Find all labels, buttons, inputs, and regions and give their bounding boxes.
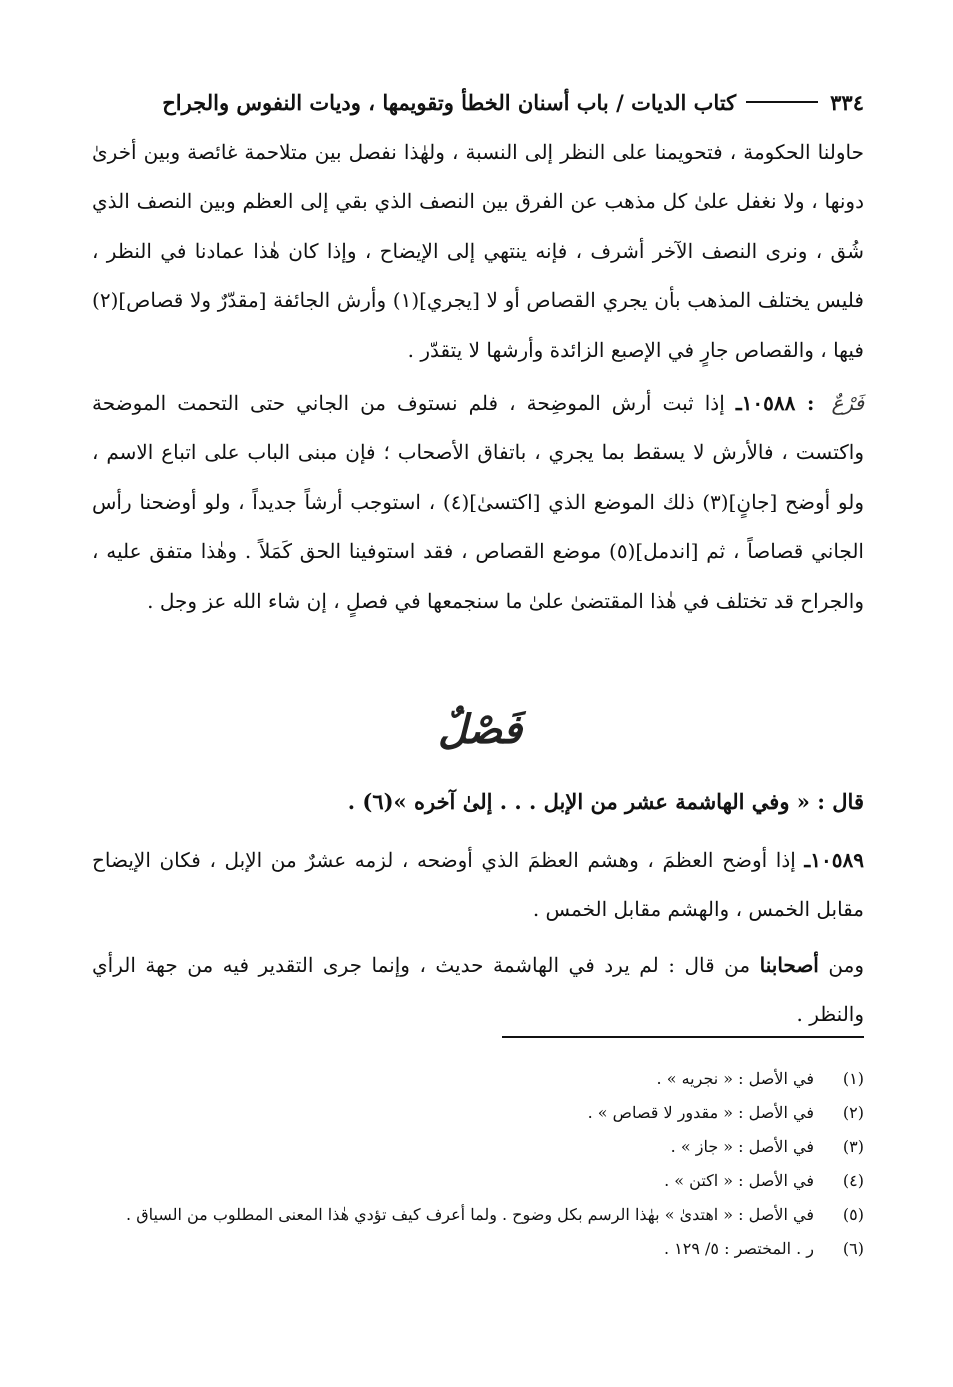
footnote-number: (١) <box>842 1069 864 1088</box>
footnote-number: (٤) <box>842 1171 864 1190</box>
paragraph-2-number: : ١٠٥٨٨ـ <box>735 391 815 416</box>
section-heading: فَصْلٌ <box>437 706 523 753</box>
running-header <box>92 84 864 120</box>
footnote-number: (٦) <box>842 1239 864 1258</box>
footnote-number: (٢) <box>842 1103 864 1122</box>
footnote-text: في الأصل : « جاز » . <box>670 1137 814 1156</box>
paragraph-4-lead: ومن <box>828 952 864 977</box>
paragraph-4 <box>92 941 864 1040</box>
paragraph-1: حاولنا الحكومة ، فتحويمنا على النظر إلى النسبة ، ولهٰذا نفصل بين متلاحمة غائصة وبين أخرىٰ دونها ، ولا نغفل علىٰ كل مذهب عن الفرق بين النصف الذي بقي إلى العظم وبين النصف الذي شُق ، ونرى النصف الآخر أشرف ، فإنه ينتهي إلى الإيضاح ، وإذا كان هٰذا عمادنا في النظر ، فليس يختلف المذهب بأن يجري القصاص أو لا [يجري](١) وأرش الجائفة [مقدّرٌ ولا قصاص](٢) فيها ، والقصاص جارٍ في الإصبع الزائدة وأرشها لا يتقدّر . <box>92 140 864 362</box>
running-title: كتاب الديات / باب أسنان الخطأ وتقويمها ، وديات النفوس والجراح <box>162 89 737 115</box>
furu-label: فَرْعٌ <box>831 391 864 416</box>
main-text <box>92 128 864 626</box>
footnote <box>92 1096 864 1130</box>
footnote-number: (٥) <box>842 1205 864 1224</box>
quoted-line: قال : « وفي الهاشمة عشر من الإبل . . . إلىٰ آخره »(٦) . <box>347 789 864 814</box>
footnote <box>92 1130 864 1164</box>
paragraph-4-bold: أصحابنا <box>759 952 819 977</box>
footnote-text: في الأصل : « اهتدىٰ » بهٰذا الرسم بكل وضوح . ولما أعرف كيف تؤدي هٰذا المعنى المطلوب من السياق . <box>126 1205 814 1224</box>
paragraph-2-text: إذا ثبت أرش الموضِحة ، فلم نستوف من الجاني حتى التحمت الموضحة واكتست ، فالأرش لا يسقط بما يجري ، باتفاق الأصحاب ؛ فإن مبنى الباب على اتباع الاسم ، ولو أوضح [جانٍ](٣) ذلك الموضع الذي [اكتسىٰ](٤) ، استوجب أرشاً جديداً ، ولو أوضحنا رأس الجاني قصاصاً ، ثم [اندمل](٥) موضع القصاص ، فقد استوفينا الحق كَمَلاً . وهٰذا متفق عليه ، والجراح قد تختلف في هٰذا المقتضىٰ علىٰ ما سنجمعها في فصلٍ ، إن شاء الله عز وجل . <box>92 391 864 613</box>
header-rule <box>746 101 818 103</box>
footnote <box>92 1164 864 1198</box>
paragraph-4-text: من قال : لم يرد في الهاشمة حديث ، وإنما جرى التقدير فيه من جهة الرأي والنظر . <box>92 952 864 1027</box>
paragraph-2 <box>92 379 864 626</box>
section-text <box>92 836 864 1040</box>
footnote-text: في الأصل : « اكتن » . <box>664 1171 814 1190</box>
footnotes <box>92 1062 864 1266</box>
footnote-number: (٣) <box>842 1137 864 1156</box>
paragraph-3 <box>92 836 864 935</box>
footnote-text: في الأصل : « نجريه » . <box>656 1069 814 1088</box>
footnote <box>92 1198 864 1232</box>
footnote-text: في الأصل : « مقدور لا قصاص » . <box>587 1103 814 1122</box>
footnote <box>92 1232 864 1266</box>
paragraph-3-number: ١٠٥٨٩ـ <box>804 848 864 872</box>
footnote <box>92 1062 864 1096</box>
footnote-text: ر . المختصر : ٥/ ١٢٩ . <box>663 1239 814 1258</box>
footnote-rule <box>502 1036 864 1038</box>
page-number: ٣٣٤ <box>830 89 864 115</box>
paragraph-3-text: إذا أوضح العظمَ ، وهشم العظمَ الذي أوضحه ، لزمه عشرٌ من الإبل ، فكان الإيضاح مقابل الخمس ، والهشم مقابل الخمس . <box>92 848 864 922</box>
